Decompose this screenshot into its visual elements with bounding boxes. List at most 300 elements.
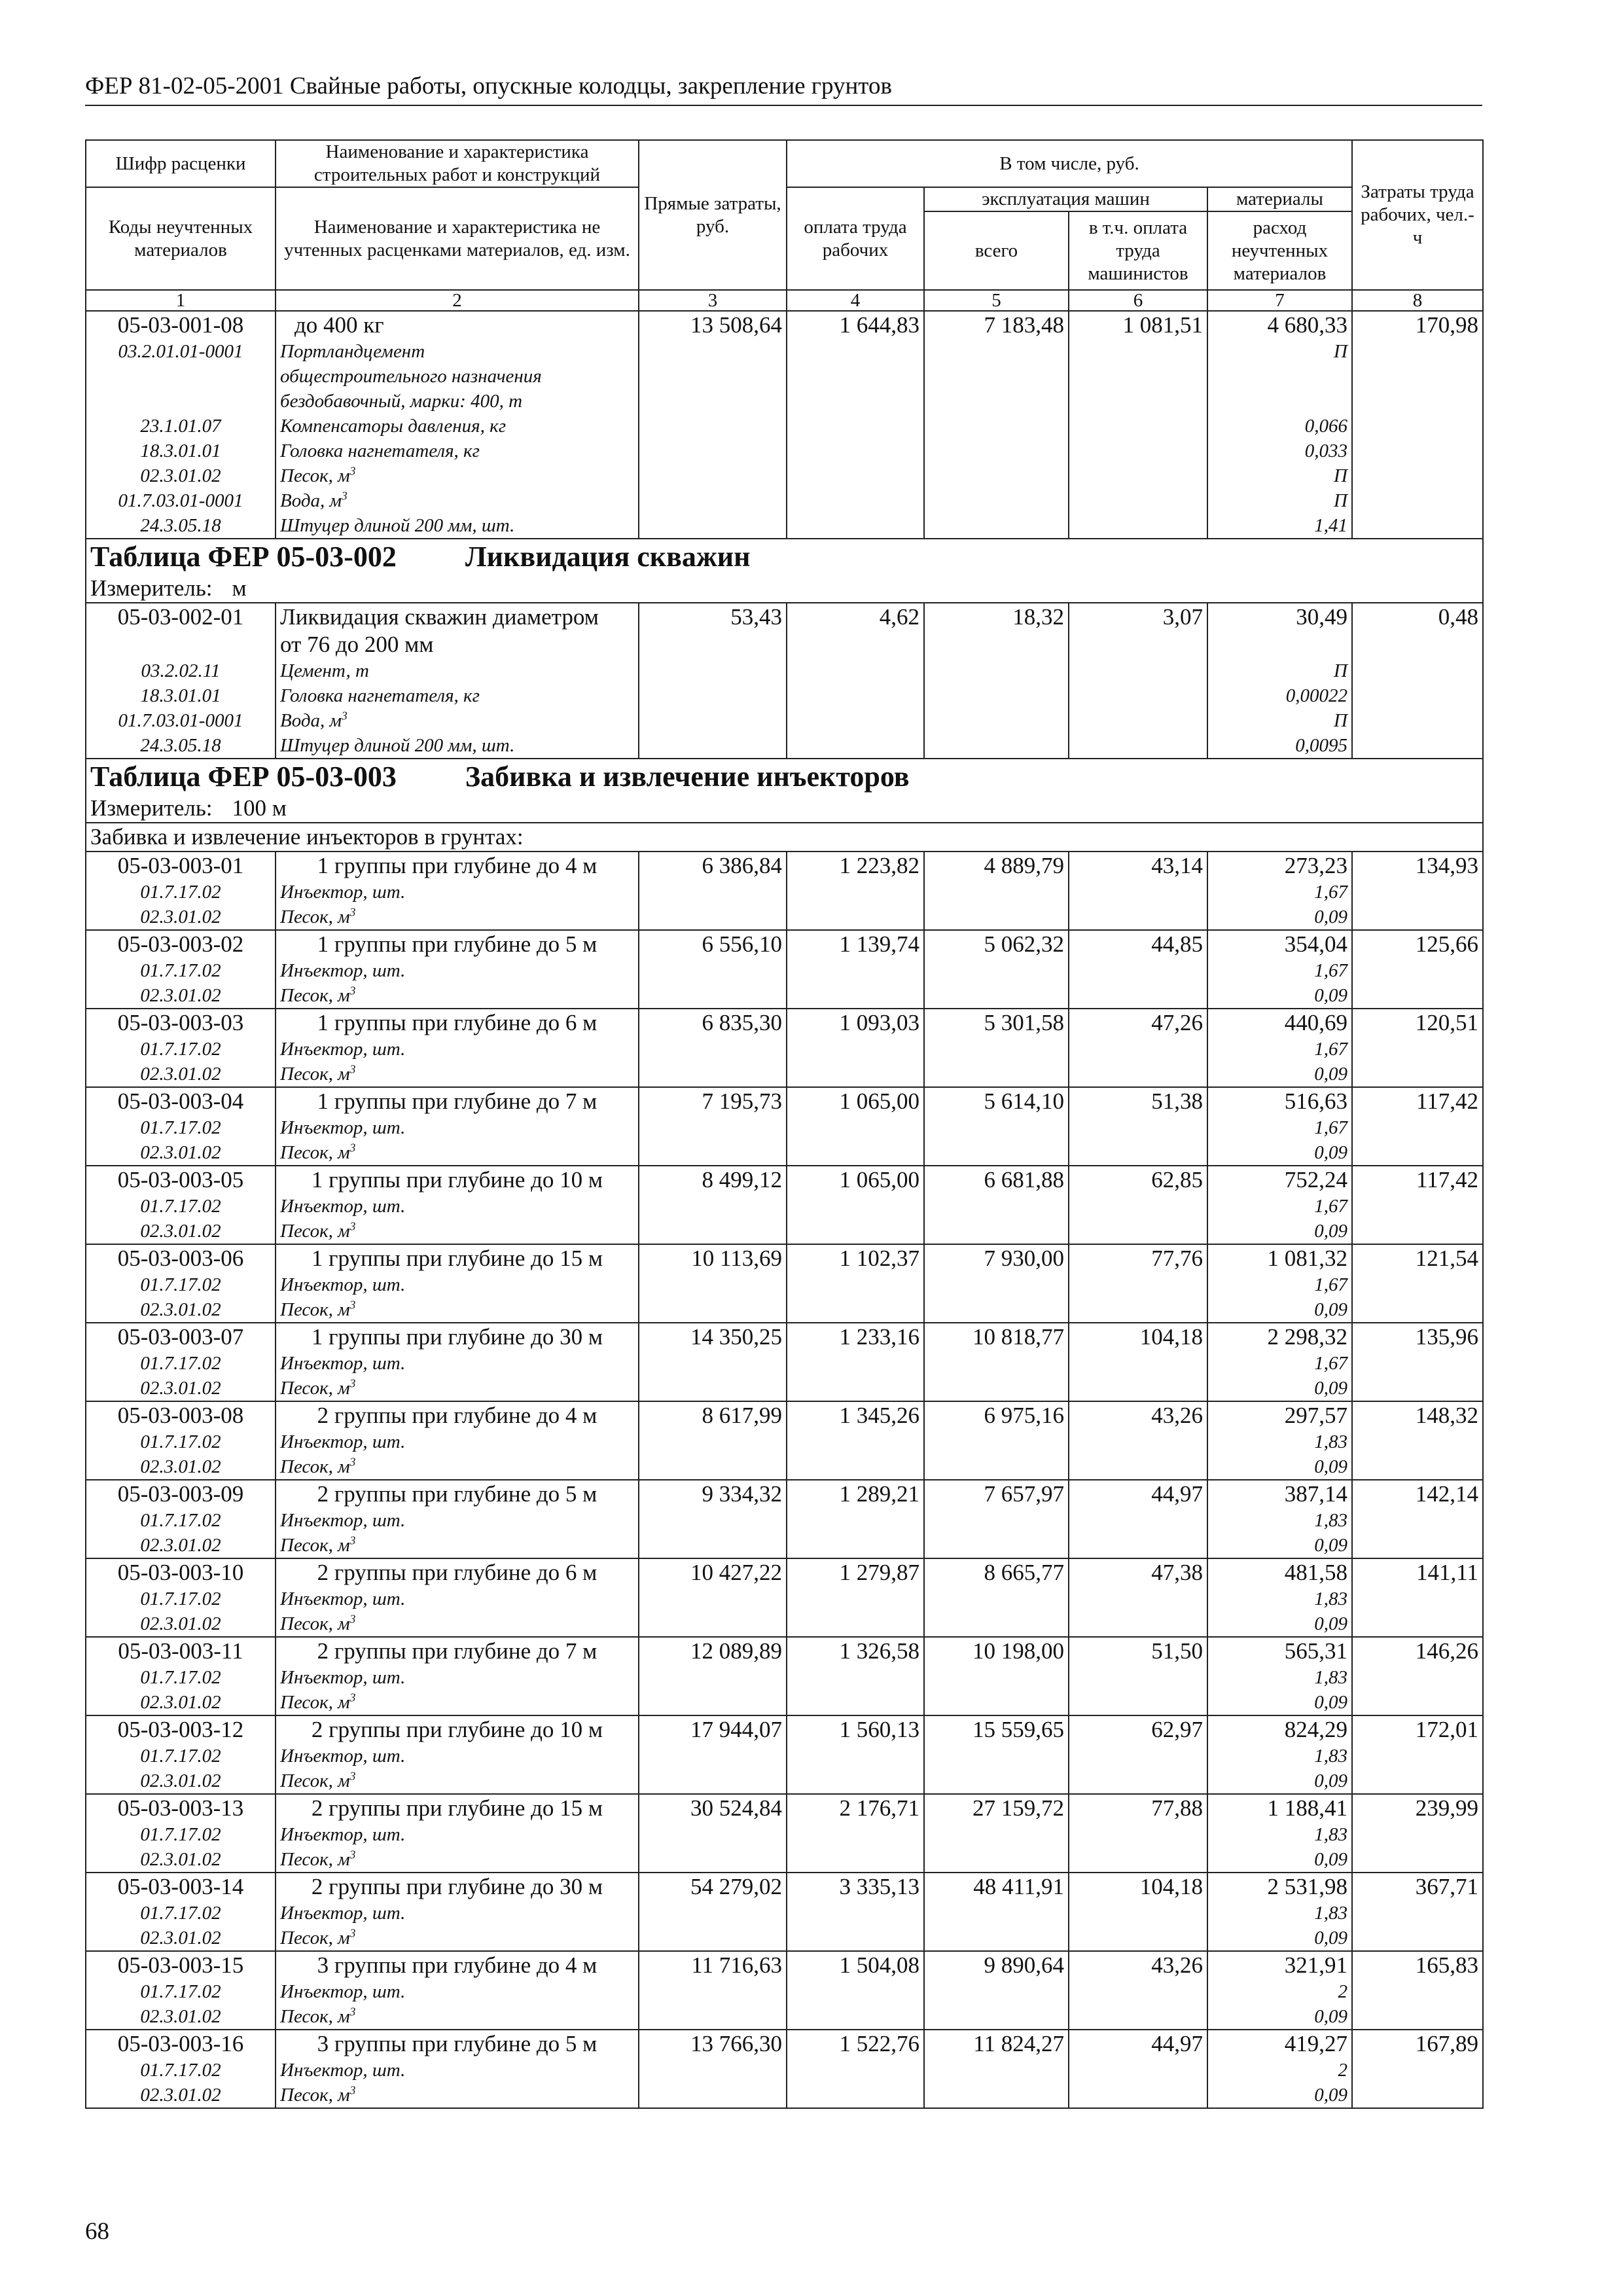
material-name <box>276 339 639 364</box>
machines-operators: 43,26 <box>1069 1401 1207 1429</box>
empty-cell <box>639 1429 787 1454</box>
materials: 2 298,32 <box>1207 1323 1352 1351</box>
empty-cell <box>639 708 787 733</box>
material-name <box>276 1822 639 1847</box>
material-name-text: общестроительного назначения <box>280 366 542 387</box>
empty-cell <box>787 1901 924 1926</box>
material-quantity: 0,09 <box>1207 1926 1352 1951</box>
machines-total: 48 411,91 <box>924 1873 1069 1901</box>
col-including-header: В том числе, руб. <box>787 140 1352 187</box>
column-number: 6 <box>1069 290 1207 311</box>
materials: 824,29 <box>1207 1715 1352 1744</box>
col-code-header: Шифр расценки <box>86 140 276 187</box>
empty-cell <box>639 1194 787 1219</box>
material-quantity <box>1207 364 1352 389</box>
material-quantity: 1,67 <box>1207 1194 1352 1219</box>
empty-cell <box>787 1508 924 1533</box>
material-quantity: 1,67 <box>1207 958 1352 983</box>
empty-cell <box>639 463 787 488</box>
material-row <box>86 708 1483 733</box>
machines-total: 6 975,16 <box>924 1401 1069 1429</box>
material-name <box>276 1062 639 1087</box>
direct-cost: 8 617,99 <box>639 1401 787 1429</box>
empty-cell <box>639 1037 787 1062</box>
materials: 273,23 <box>1207 852 1352 880</box>
empty-cell <box>1069 1115 1207 1140</box>
labor-hours: 167,89 <box>1352 2030 1483 2058</box>
labor-hours: 117,42 <box>1352 1087 1483 1115</box>
direct-cost: 53,43 <box>639 603 787 631</box>
labor-hours: 367,71 <box>1352 1873 1483 1901</box>
rate-code: 05-03-003-05 <box>86 1166 276 1194</box>
empty-cell <box>639 1062 787 1087</box>
empty-cell <box>787 1979 924 2004</box>
empty-cell <box>924 1272 1069 1297</box>
rate-name: 2 группы при глубине до 5 м <box>276 1480 639 1508</box>
empty-cell <box>1069 958 1207 983</box>
empty-cell <box>924 1297 1069 1323</box>
table-row <box>86 2030 1483 2058</box>
material-code: 23.1.01.07 <box>86 414 276 439</box>
measure-unit: м <box>232 575 247 601</box>
material-row <box>86 1351 1483 1376</box>
labor-pay: 1 223,82 <box>787 852 924 880</box>
empty-cell <box>787 488 924 513</box>
empty-cell <box>924 414 1069 439</box>
empty-cell <box>1069 414 1207 439</box>
empty-cell <box>1069 1822 1207 1847</box>
empty-cell <box>1069 513 1207 539</box>
material-quantity: П <box>1207 658 1352 683</box>
empty-cell <box>1352 1351 1483 1376</box>
material-code: 03.2.01.01-0001 <box>86 339 276 364</box>
empty-cell <box>924 389 1069 414</box>
material-code: 24.3.05.18 <box>86 513 276 539</box>
empty-cell <box>787 1611 924 1637</box>
empty-cell <box>1069 683 1207 708</box>
material-quantity: 1,83 <box>1207 1744 1352 1768</box>
material-name <box>276 488 639 513</box>
labor-hours: 172,01 <box>1352 1715 1483 1744</box>
material-quantity: 0,0095 <box>1207 733 1352 759</box>
column-number: 5 <box>924 290 1069 311</box>
table-row <box>86 1873 1483 1901</box>
empty-cell <box>1352 1194 1483 1219</box>
empty-cell <box>924 1454 1069 1480</box>
empty-cell <box>639 1665 787 1690</box>
material-name-text: Инъектор, шт. <box>280 1981 406 2002</box>
material-code: 18.3.01.01 <box>86 439 276 463</box>
empty-cell <box>924 880 1069 905</box>
unit-superscript: 3 <box>349 984 356 997</box>
empty-cell <box>1352 2058 1483 2083</box>
empty-cell <box>639 1115 787 1140</box>
material-name <box>276 414 639 439</box>
table-row-continuation <box>86 631 1483 658</box>
material-row <box>86 1611 1483 1637</box>
machines-operators: 44,97 <box>1069 1480 1207 1508</box>
material-name <box>276 1926 639 1951</box>
material-row <box>86 1219 1483 1244</box>
table-title: Таблица ФЕР 05-03-003 <box>90 761 397 793</box>
empty-cell <box>924 2083 1069 2108</box>
empty-cell <box>787 414 924 439</box>
empty-cell <box>787 1454 924 1480</box>
empty-cell <box>1069 1508 1207 1533</box>
empty-cell <box>1352 1508 1483 1533</box>
materials: 2 531,98 <box>1207 1873 1352 1901</box>
empty-cell <box>639 733 787 759</box>
material-name-text: Песок, м <box>280 1299 350 1320</box>
material-name-text: Песок, м <box>280 1064 350 1085</box>
labor-pay: 1 345,26 <box>787 1401 924 1429</box>
machines-operators: 51,38 <box>1069 1087 1207 1115</box>
unit-superscript: 3 <box>349 1848 356 1861</box>
rate-name: 1 группы при глубине до 7 м <box>276 1087 639 1115</box>
material-quantity: 1,67 <box>1207 880 1352 905</box>
empty-cell <box>1069 1665 1207 1690</box>
direct-cost: 13 766,30 <box>639 2030 787 2058</box>
material-name <box>276 905 639 930</box>
empty-cell <box>787 733 924 759</box>
group-row <box>86 823 1483 852</box>
empty-cell <box>1352 1979 1483 2004</box>
empty-cell <box>1352 733 1483 759</box>
empty-cell <box>924 1587 1069 1611</box>
col-materials-header: материалы <box>1207 187 1352 211</box>
unit-superscript: 3 <box>349 1141 356 1155</box>
unit-superscript: 3 <box>349 1926 356 1940</box>
material-name <box>276 364 639 389</box>
empty-cell <box>1352 1587 1483 1611</box>
material-name <box>276 2004 639 2030</box>
empty-cell <box>1352 1115 1483 1140</box>
material-code: 01.7.17.02 <box>86 1508 276 1533</box>
rate-code: 05-03-003-11 <box>86 1637 276 1665</box>
empty-cell <box>1352 1690 1483 1715</box>
empty-cell <box>787 364 924 389</box>
material-quantity: 0,09 <box>1207 1454 1352 1480</box>
empty-cell <box>1352 880 1483 905</box>
material-row <box>86 1454 1483 1480</box>
empty-cell <box>1352 439 1483 463</box>
table-row <box>86 1558 1483 1587</box>
material-name-text: бездобавочный, марки: 400, т <box>280 391 523 412</box>
empty-cell <box>639 958 787 983</box>
material-code: 01.7.03.01-0001 <box>86 708 276 733</box>
rate-code: 05-03-002-01 <box>86 603 276 631</box>
material-row <box>86 414 1483 439</box>
material-name <box>276 1037 639 1062</box>
table-caption: Ликвидация скважин <box>465 541 751 573</box>
empty-cell <box>787 1847 924 1873</box>
empty-cell <box>787 1219 924 1244</box>
material-row <box>86 1376 1483 1401</box>
empty-cell <box>639 880 787 905</box>
direct-cost: 6 835,30 <box>639 1009 787 1037</box>
material-name-text: Инъектор, шт. <box>280 1039 406 1060</box>
empty-cell <box>1352 414 1483 439</box>
material-row <box>86 983 1483 1009</box>
measure-row <box>86 795 1483 823</box>
empty-cell <box>1069 389 1207 414</box>
material-name-text: Песок, м <box>280 1142 350 1163</box>
empty-cell <box>1352 1926 1483 1951</box>
empty-cell <box>924 1744 1069 1768</box>
empty-cell <box>1352 708 1483 733</box>
table-row <box>86 1244 1483 1272</box>
material-name <box>276 439 639 463</box>
material-quantity: П <box>1207 708 1352 733</box>
empty-cell <box>787 683 924 708</box>
material-code: 02.3.01.02 <box>86 1062 276 1087</box>
empty-cell <box>639 1351 787 1376</box>
empty-cell <box>924 1822 1069 1847</box>
table-row <box>86 311 1483 339</box>
rate-name: 2 группы при глубине до 7 м <box>276 1637 639 1665</box>
table-row <box>86 1009 1483 1037</box>
material-code: 02.3.01.02 <box>86 1926 276 1951</box>
machines-operators: 47,26 <box>1069 1009 1207 1037</box>
empty-cell <box>924 983 1069 1009</box>
col-labor-cost-header: Затраты труда рабочих, чел.-ч <box>1352 140 1483 290</box>
direct-cost: 8 499,12 <box>639 1166 787 1194</box>
empty-cell <box>787 439 924 463</box>
material-name-text: Песок, м <box>280 465 350 486</box>
unit-superscript: 3 <box>349 2005 356 2018</box>
direct-cost: 9 334,32 <box>639 1480 787 1508</box>
machines-operators: 77,88 <box>1069 1794 1207 1822</box>
material-row <box>86 1140 1483 1166</box>
material-quantity: 1,41 <box>1207 513 1352 539</box>
labor-pay: 1 289,21 <box>787 1480 924 1508</box>
machines-operators: 104,18 <box>1069 1323 1207 1351</box>
empty-cell <box>787 2083 924 2108</box>
empty-cell <box>787 339 924 364</box>
empty-cell <box>1069 1533 1207 1558</box>
empty-cell <box>1352 1822 1483 1847</box>
material-row <box>86 463 1483 488</box>
empty-cell <box>787 1587 924 1611</box>
material-row <box>86 658 1483 683</box>
page-number: 68 <box>85 2218 109 2245</box>
empty-cell <box>924 1901 1069 1926</box>
empty-cell <box>924 339 1069 364</box>
material-row <box>86 1979 1483 2004</box>
empty-cell <box>1352 983 1483 1009</box>
material-row <box>86 1533 1483 1558</box>
direct-cost: 10 427,22 <box>639 1558 787 1587</box>
empty-cell <box>924 2004 1069 2030</box>
labor-hours: 170,98 <box>1352 311 1483 339</box>
table-row <box>86 1323 1483 1351</box>
rate-name: 2 группы при глубине до 6 м <box>276 1558 639 1587</box>
rate-code: 05-03-003-07 <box>86 1323 276 1351</box>
empty-cell <box>787 1744 924 1768</box>
material-name-text: Инъектор, шт. <box>280 1274 406 1295</box>
empty-cell <box>787 389 924 414</box>
empty-cell <box>1069 733 1207 759</box>
empty-cell <box>639 1297 787 1323</box>
materials: 30,49 <box>1207 603 1352 631</box>
empty-cell <box>1069 1062 1207 1087</box>
empty-cell <box>1352 658 1483 683</box>
material-name <box>276 1376 639 1401</box>
material-quantity: 0,09 <box>1207 1533 1352 1558</box>
empty-cell <box>639 389 787 414</box>
empty-cell <box>1352 364 1483 389</box>
empty-cell <box>1069 1768 1207 1794</box>
unit-superscript: 3 <box>349 1298 356 1312</box>
material-row <box>86 1429 1483 1454</box>
material-row <box>86 1744 1483 1768</box>
empty-cell <box>1352 2004 1483 2030</box>
material-code: 01.7.17.02 <box>86 1272 276 1297</box>
rate-code: 05-03-003-01 <box>86 852 276 880</box>
material-code: 01.7.17.02 <box>86 1587 276 1611</box>
col-machines-operators-header: в т.ч. оплата труда машинистов <box>1069 211 1207 290</box>
empty-cell <box>924 1115 1069 1140</box>
material-quantity: 1,83 <box>1207 1429 1352 1454</box>
machines-total: 7 657,97 <box>924 1480 1069 1508</box>
column-number: 3 <box>639 290 787 311</box>
empty-cell <box>1069 364 1207 389</box>
empty-cell <box>924 2058 1069 2083</box>
labor-pay: 2 176,71 <box>787 1794 924 1822</box>
empty-cell <box>639 1822 787 1847</box>
rate-name: 1 группы при глубине до 10 м <box>276 1166 639 1194</box>
empty-cell <box>1069 658 1207 683</box>
empty-cell <box>924 1611 1069 1637</box>
empty-cell <box>1069 1901 1207 1926</box>
material-name <box>276 1194 639 1219</box>
empty-cell <box>639 364 787 389</box>
empty-cell <box>787 2058 924 2083</box>
empty-cell <box>639 1847 787 1873</box>
material-name <box>276 2083 639 2108</box>
empty-cell <box>924 905 1069 930</box>
empty-cell <box>1069 708 1207 733</box>
empty-cell <box>1069 1926 1207 1951</box>
empty-cell <box>1069 1429 1207 1454</box>
material-code: 01.7.03.01-0001 <box>86 488 276 513</box>
rate-name: 3 группы при глубине до 4 м <box>276 1951 639 1979</box>
empty-cell <box>1069 1194 1207 1219</box>
unit-superscript: 3 <box>349 464 356 478</box>
material-code: 02.3.01.02 <box>86 905 276 930</box>
empty-cell <box>639 439 787 463</box>
material-name-text: Инъектор, шт. <box>280 1667 406 1688</box>
empty-cell <box>1352 1847 1483 1873</box>
empty-cell <box>924 1376 1069 1401</box>
direct-cost: 10 113,69 <box>639 1244 787 1272</box>
materials: 419,27 <box>1207 2030 1352 2058</box>
material-code: 02.3.01.02 <box>86 1376 276 1401</box>
material-row <box>86 1690 1483 1715</box>
material-quantity: 1,83 <box>1207 1901 1352 1926</box>
unit-superscript: 3 <box>349 905 356 919</box>
rate-code: 05-03-003-10 <box>86 1558 276 1587</box>
material-quantity: 0,09 <box>1207 2004 1352 2030</box>
material-row <box>86 1272 1483 1297</box>
empty-cell <box>1352 1272 1483 1297</box>
rate-code: 05-03-003-12 <box>86 1715 276 1744</box>
material-quantity: 2 <box>1207 1979 1352 2004</box>
machines-operators: 44,85 <box>1069 930 1207 958</box>
material-code: 03.2.02.11 <box>86 658 276 683</box>
material-name <box>276 880 639 905</box>
material-row <box>86 1901 1483 1926</box>
empty-cell <box>924 1847 1069 1873</box>
materials: 4 680,33 <box>1207 311 1352 339</box>
material-row <box>86 1062 1483 1087</box>
material-code: 01.7.17.02 <box>86 1665 276 1690</box>
material-name <box>276 1768 639 1794</box>
rate-name: 1 группы при глубине до 30 м <box>276 1323 639 1351</box>
material-code: 02.3.01.02 <box>86 463 276 488</box>
material-code: 24.3.05.18 <box>86 733 276 759</box>
material-code: 01.7.17.02 <box>86 1115 276 1140</box>
material-name-text: Инъектор, шт. <box>280 1510 406 1531</box>
material-name <box>276 1979 639 2004</box>
rate-code: 05-03-003-14 <box>86 1873 276 1901</box>
machines-operators: 44,97 <box>1069 2030 1207 2058</box>
empty-cell <box>924 1690 1069 1715</box>
material-quantity: 0,09 <box>1207 1611 1352 1637</box>
page-header: ФЕР 81-02-05-2001 Свайные работы, опускные колодцы, закрепление грунтов <box>85 71 1482 106</box>
machines-total: 27 159,72 <box>924 1794 1069 1822</box>
machines-total: 10 818,77 <box>924 1323 1069 1351</box>
materials: 387,14 <box>1207 1480 1352 1508</box>
material-name-text: Головка нагнетателя, кг <box>280 440 480 461</box>
material-name-text: Инъектор, шт. <box>280 1746 406 1767</box>
material-name-text: Песок, м <box>280 906 350 927</box>
measure-row <box>86 575 1483 603</box>
empty-cell <box>787 983 924 1009</box>
direct-cost: 13 508,64 <box>639 311 787 339</box>
empty-cell <box>924 1979 1069 2004</box>
machines-operators: 43,26 <box>1069 1951 1207 1979</box>
empty-cell <box>787 2004 924 2030</box>
table-row <box>86 1087 1483 1115</box>
material-code: 18.3.01.01 <box>86 683 276 708</box>
empty-cell <box>1352 683 1483 708</box>
table-row <box>86 1480 1483 1508</box>
material-row <box>86 1115 1483 1140</box>
material-name <box>276 1351 639 1376</box>
material-name-text: Песок, м <box>280 1221 350 1242</box>
column-number: 8 <box>1352 290 1483 311</box>
empty-cell <box>924 1140 1069 1166</box>
empty-cell <box>639 488 787 513</box>
material-name-text: Цемент, т <box>280 660 369 681</box>
direct-cost: 14 350,25 <box>639 1323 787 1351</box>
empty-cell <box>639 1219 787 1244</box>
empty-cell <box>924 1768 1069 1794</box>
material-quantity: 0,09 <box>1207 1690 1352 1715</box>
empty-cell <box>1352 1219 1483 1244</box>
material-quantity: 1,67 <box>1207 1115 1352 1140</box>
material-name-text: Инъектор, шт. <box>280 1431 406 1452</box>
material-quantity <box>1207 389 1352 414</box>
empty-cell <box>1069 983 1207 1009</box>
material-name <box>276 1665 639 1690</box>
table-row <box>86 930 1483 958</box>
labor-pay: 1 326,58 <box>787 1637 924 1665</box>
empty-cell <box>1069 880 1207 905</box>
empty-cell <box>639 1768 787 1794</box>
empty-cell <box>639 1376 787 1401</box>
